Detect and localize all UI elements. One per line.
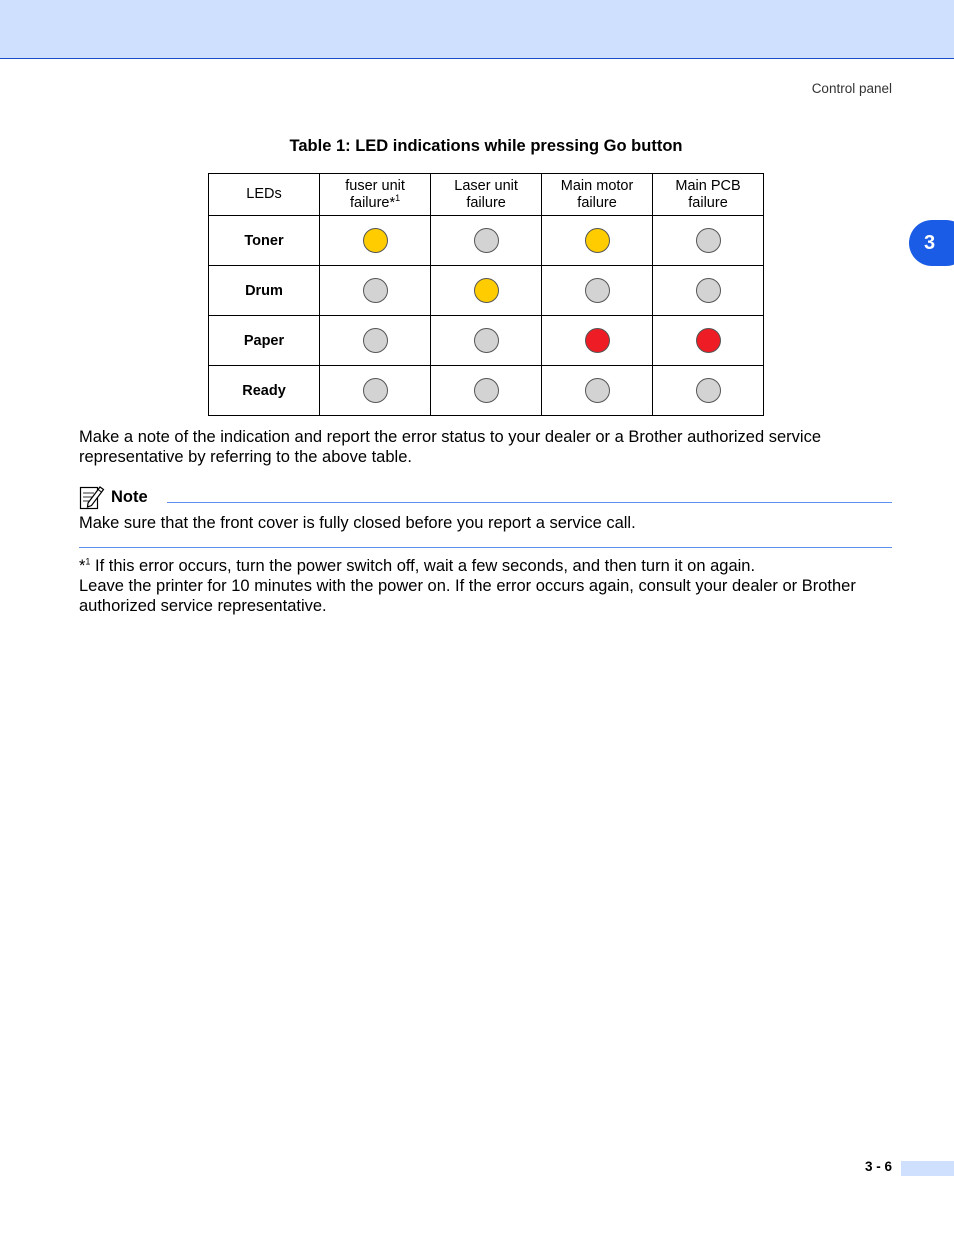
column-header: fuser unit failure*$^1$: [320, 174, 431, 216]
instruction-paragraph: Make a note of the indication and report the error status to your dealer or a Brother authorized service representative by referring to the above table.: [79, 428, 821, 466]
led-off-indicator: [585, 278, 610, 303]
row-label: Toner: [209, 216, 320, 266]
note-text: Make sure that the front cover is fully closed before you report a service call.: [79, 514, 636, 532]
led-red-indicator: [585, 328, 610, 353]
table-row: [209, 216, 764, 266]
led-yellow-indicator: [363, 228, 388, 253]
footnote-line2: Leave the printer for 10 minutes with the power on. If the error occurs again, consult your dealer or Brother authorized service representative.: [79, 577, 856, 615]
column-header: Main motor failure: [542, 174, 653, 216]
note-label: Note: [111, 487, 148, 506]
table-header-row: [209, 174, 764, 216]
led-red-indicator: [696, 328, 721, 353]
led-off-indicator: [696, 278, 721, 303]
table-caption: Table 1: LED indications while pressing Go button: [289, 137, 683, 155]
page-number: 3 - 6: [864, 1159, 892, 1174]
row-label: Paper: [209, 316, 320, 366]
led-yellow-indicator: [474, 278, 499, 303]
led-off-indicator: [363, 328, 388, 353]
led-off-indicator: [474, 328, 499, 353]
page-number-bar: [901, 1161, 954, 1176]
led-off-indicator: [363, 378, 388, 403]
note-pencil-icon: [79, 484, 105, 510]
led-cell: [320, 366, 431, 416]
note-header: [79, 484, 148, 510]
led-cell: [320, 266, 431, 316]
led-cell: [542, 216, 653, 266]
section-title: Control panel: [811, 81, 892, 96]
column-header: Main PCB failure: [653, 174, 764, 216]
row-label: Drum: [209, 266, 320, 316]
led-cell: [653, 266, 764, 316]
column-header: Laser unit failure: [431, 174, 542, 216]
led-off-indicator: [585, 378, 610, 403]
led-cell: [431, 316, 542, 366]
led-off-indicator: [363, 278, 388, 303]
footnote-marker: *: [79, 557, 86, 575]
led-off-indicator: [696, 228, 721, 253]
led-indication-table: [208, 173, 764, 416]
header-band: [0, 0, 954, 59]
led-cell: [431, 366, 542, 416]
footnote-sup: 1: [85, 556, 91, 567]
led-yellow-indicator: [585, 228, 610, 253]
led-cell: [542, 366, 653, 416]
table-row: [209, 266, 764, 316]
led-cell: [653, 316, 764, 366]
led-off-indicator: [696, 378, 721, 403]
led-cell: [320, 216, 431, 266]
led-cell: [542, 266, 653, 316]
table-row: [209, 316, 764, 366]
table-row: [209, 366, 764, 416]
note-divider: [167, 502, 892, 503]
footnote: [79, 556, 894, 616]
led-cell: [431, 216, 542, 266]
led-cell: [542, 316, 653, 366]
corner-header: LEDs: [209, 174, 320, 216]
note-end-divider: [79, 547, 892, 548]
led-off-indicator: [474, 228, 499, 253]
led-cell: [653, 366, 764, 416]
led-cell: [653, 216, 764, 266]
led-off-indicator: [474, 378, 499, 403]
led-cell: [431, 266, 542, 316]
led-cell: [320, 316, 431, 366]
chapter-tab[interactable]: 3: [909, 220, 954, 266]
row-label: Ready: [209, 366, 320, 416]
footnote-line1: If this error occurs, turn the power switch off, wait a few seconds, and then turn it on again.: [90, 557, 756, 575]
